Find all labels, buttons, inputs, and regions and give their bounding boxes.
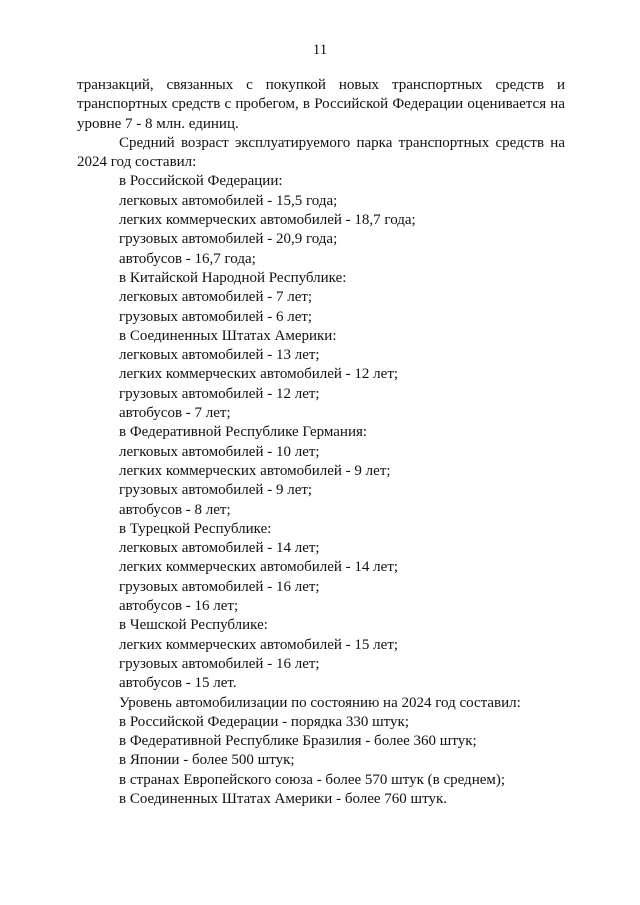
list-item: в Соединенных Штатах Америки - более 760 штук.	[119, 790, 447, 807]
list-item: легковых автомобилей - 13 лет;	[119, 347, 320, 364]
list-item: грузовых автомобилей - 16 лет;	[119, 578, 320, 595]
list-item: легких коммерческих автомобилей - 14 лет;	[119, 559, 399, 576]
list-item: автобусов - 8 лет;	[119, 501, 231, 518]
list-item: грузовых автомобилей - 16 лет;	[119, 655, 320, 672]
page-number: 11	[312, 42, 328, 58]
list-item: легковых автомобилей - 10 лет;	[119, 443, 320, 460]
average-age-intro: Средний возраст эксплуатируемого парка транспортных средств на 2024 год составил:	[77, 134, 565, 171]
list-item: легковых автомобилей - 7 лет;	[119, 289, 313, 306]
list-item: легковых автомобилей - 14 лет;	[119, 540, 320, 557]
list-item: в Российской Федерации - порядка 330 штук;	[119, 713, 409, 730]
list-item: автобусов - 16 лет;	[119, 598, 239, 615]
list-item: в странах Европейского союза - более 570 штук (в среднем);	[119, 771, 506, 788]
motorization-intro: Уровень автомобилизации по состоянию на 2024 год составил:	[119, 694, 521, 711]
average-age-list	[77, 172, 565, 693]
list-item: автобусов - 15 лет.	[119, 675, 237, 692]
list-item: автобусов - 7 лет;	[119, 405, 231, 422]
list-item: легких коммерческих автомобилей - 12 лет;	[119, 366, 399, 383]
list-item: автобусов - 16,7 года;	[119, 250, 256, 267]
list-item: легких коммерческих автомобилей - 18,7 года;	[119, 212, 416, 229]
motorization-section	[77, 694, 565, 810]
list-item: легких коммерческих автомобилей - 9 лет;	[119, 462, 391, 479]
list-item: легких коммерческих автомобилей - 15 лет;	[119, 636, 399, 653]
list-item: грузовых автомобилей - 6 лет;	[119, 308, 313, 325]
list-item: в Японии - более 500 штук;	[119, 752, 295, 769]
list-item: грузовых автомобилей - 20,9 года;	[119, 231, 338, 248]
list-item: грузовых автомобилей - 9 лет;	[119, 482, 313, 499]
document-body	[77, 76, 565, 809]
list-item: в Федеративной Республике Бразилия - более 360 штук;	[119, 733, 477, 750]
list-item: в Российской Федерации:	[119, 173, 283, 190]
list-item: в Чешской Республике:	[119, 617, 268, 634]
list-item: легковых автомобилей - 15,5 года;	[119, 192, 338, 209]
list-item: в Турецкой Республике:	[119, 520, 272, 537]
list-item: грузовых автомобилей - 12 лет;	[119, 385, 320, 402]
continuation-paragraph: транзакций, связанных с покупкой новых транспортных средств и транспортных средств с пробегом, в Российской Федерации оценивается на уровне 7 - 8 млн. единиц.	[77, 77, 565, 132]
list-item: в Соединенных Штатах Америки:	[119, 327, 337, 344]
list-item: в Федеративной Республике Германия:	[119, 424, 368, 441]
list-item: в Китайской Народной Республике:	[119, 269, 347, 286]
